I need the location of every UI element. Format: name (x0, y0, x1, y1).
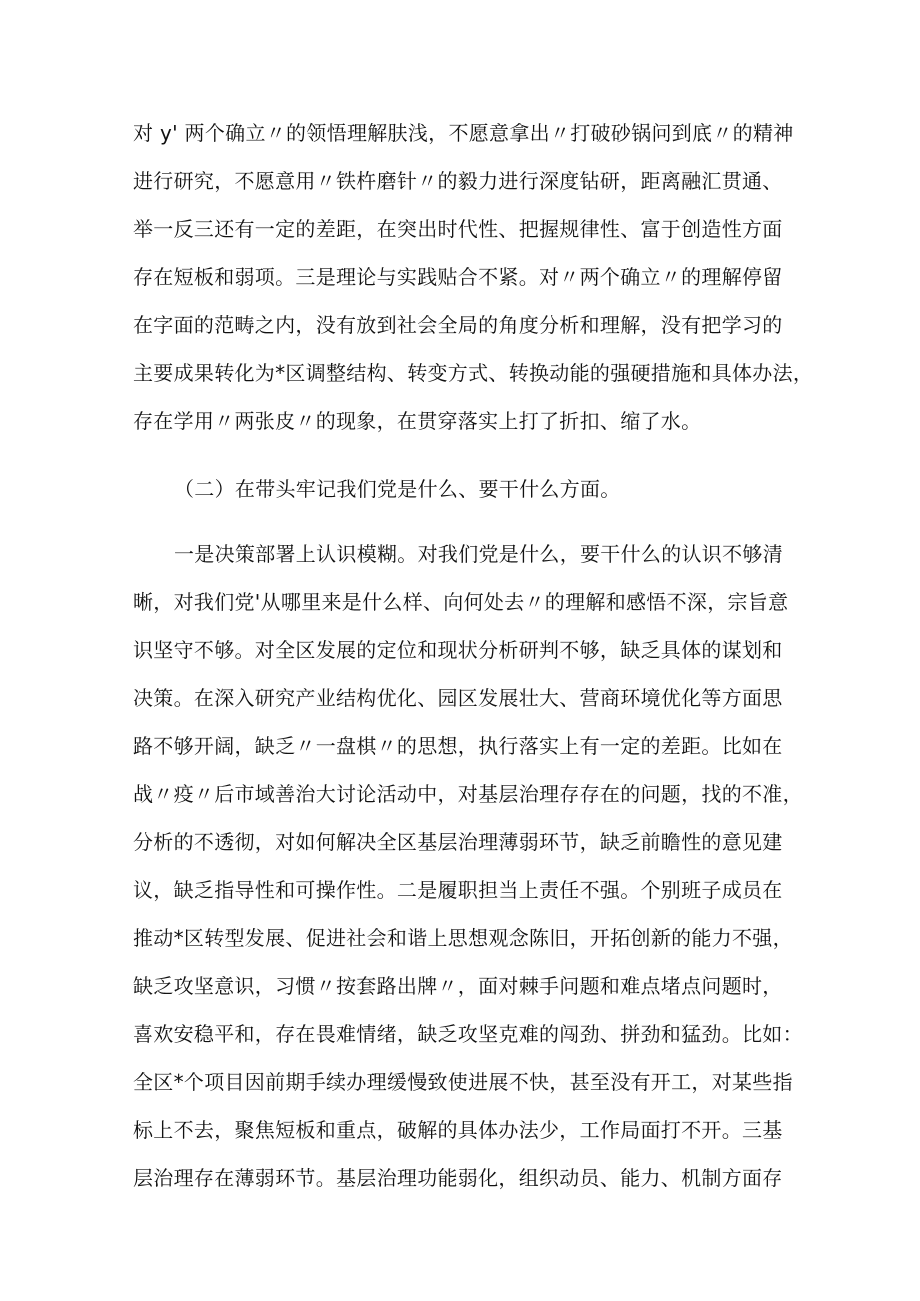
text-line: 缺乏攻坚意识，习惯〃按套路出牌〃，面对棘手问题和难点堵点问题时， (133, 974, 783, 998)
text-line: 路不够开阔，缺乏〃一盘棋〃的思想，执行落实上有一定的差距。比如在 (133, 734, 783, 758)
text-line: 存在学用〃两张皮〃的现象，在贯穿落实上打了折扣、缩了水。 (133, 409, 702, 433)
text-line: 全区*个项目因前期手续办理缓慢致使进展不快，甚至没有开工，对某些指 (133, 1070, 793, 1094)
text-line: 决策。在深入研究产业结构优化、园区发展壮大、营商环境优化等方面思 (133, 686, 783, 710)
text-line: 推动*区转型发展、促进社会和谐上思想观念陈旧，开拓创新的能力不强， (133, 926, 793, 950)
text-line: 存在短板和弱项。三是理论与实践贴合不紧。对〃两个确立〃的理解停留 (133, 265, 783, 289)
text-line: 举一反三还有一定的差距，在突出时代性、把握规律性、富于创造性方面 (133, 217, 783, 241)
text-line: 层治理存在薄弱环节。基层治理功能弱化，组织动员、能力、机制方面存 (133, 1166, 783, 1190)
text-line: 晰，对我们党'从哪里来是什么样、向何处去〃的理解和感悟不深，宗旨意 (133, 590, 789, 614)
text-line: 分析的不透彻，对如何解决全区基层治理薄弱环节，缺乏前瞻性的意见建 (133, 830, 783, 854)
text-line: 战〃疫〃后市域善治大讨论活动中，对基层治理存存在的问题，找的不准， (133, 782, 803, 806)
text-line: 主要成果转化为*区调整结构、转变方式、转换动能的强硬措施和具体办法， (133, 361, 814, 385)
text-line: 对 y' 两个确立〃的领悟理解肤浅，不愿意拿出〃打破砂锅问到底〃的精神 (133, 121, 794, 145)
text-line: 议，缺乏指导性和可操作性。二是履职担当上责任不强。个别班子成员在 (133, 878, 783, 902)
section-heading: （二）在带头牢记我们党是什么、要干什么方面。 (174, 477, 621, 501)
text-line: 标上不去，聚焦短板和重点，破解的具体办法少，工作局面打不开。三基 (133, 1118, 783, 1142)
text-line: 进行研究，不愿意用〃铁杵磨针〃的毅力进行深度钻研，距离融汇贯通、 (133, 169, 783, 193)
text-line: 一是决策部署上认识模糊。对我们党是什么，要干什么的认识不够清 (174, 542, 783, 566)
text-line: 在字面的范畴之内，没有放到社会全局的角度分析和理解，没有把学习的 (133, 313, 783, 337)
text-line: 识坚守不够。对全区发展的定位和现状分析研判不够，缺乏具体的谋划和 (133, 638, 783, 662)
text-line: 喜欢安稳平和，存在畏难情绪，缺乏攻坚克难的闯劲、拼劲和猛劲。比如： (133, 1022, 803, 1046)
